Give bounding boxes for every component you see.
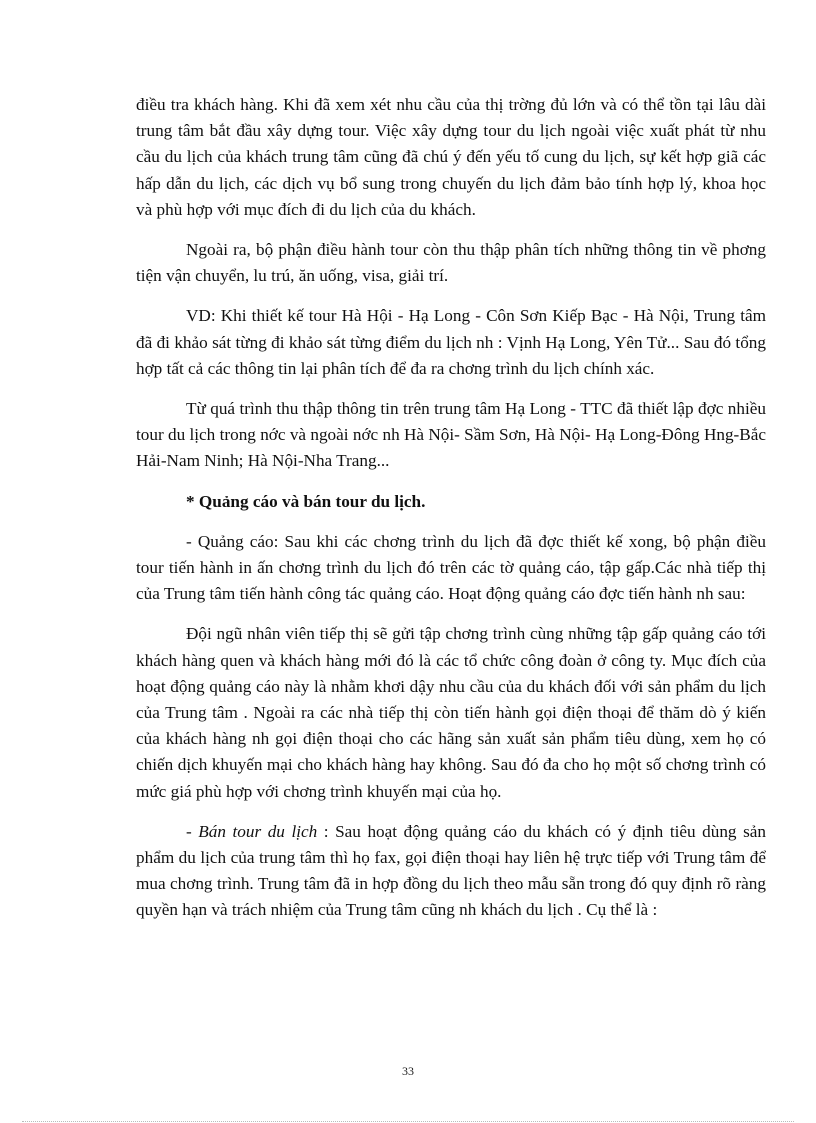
selling-tours-text: : Sau hoạt động quảng cáo du khách có ý định tiêu dùng sản phẩm du lịch của trung tâm thì họ fax, gọi điện thoại hay liên hệ trực tiếp với Trung tâm để mua chơng trình. Trung tâm đã in hợp đồng du lịch theo mẫu sẵn trong đó quy định rõ ràng quyền hạn và trách nhiệm của Trung tâm cũng nh khách du lịch . Cụ thể là : [136, 821, 766, 920]
document-page [136, 92, 766, 938]
paragraph-tour-info: Ngoài ra, bộ phận điều hành tour còn thu thập phân tích những thông tin về phơng tiện vận chuyển, lu trú, ăn uống, visa, giải trí. [136, 240, 766, 286]
paragraph-intro: điều tra khách hàng. Khi đã xem xét nhu cầu của thị trờng đủ lớn và có thể tồn tại lâu dài trung tâm bắt đầu xây dựng tour. Việc xây dựng tour du lịch ngoài việc xuất phát từ nhu cầu du lịch của khách trung tâm cũng đã chú ý đến yếu tố cung du lịch, sự kết hợp giã các hấp dẫn du lịch, các dịch vụ bổ sung trong chuyến du lịch đảm bảo tính hợp lý, khoa học và phù hợp với mục đích đi du lịch của du khách. [136, 95, 766, 219]
paragraph-selling-tours [136, 819, 766, 924]
paragraph-marketing-staff: Đội ngũ nhân viên tiếp thị sẽ gửi tập chơng trình cùng những tập gấp quảng cáo tới khách hàng quen và khách hàng mới đó là các tổ chức công đoàn ở công ty. Mục đích của hoạt động quảng cáo này là nhằm khơi dậy nhu cầu của du khách đối với sản phẩm du lịch của Trung tâm . Ngoài ra các nhà tiếp thị còn tiến hành gọi điện thoại để thăm dò ý kiến của khách hàng nh gọi điện thoại cho các hãng sản xuất sản phẩm tiêu dùng, xem họ có chiến dịch khuyến mại cho khách hàng hay không. Sau đó đa cho họ một số chơng trình có mức giá phù hợp với chơng trình khuyến mại của họ. [136, 624, 766, 801]
page-bottom-divider [22, 1121, 794, 1122]
paragraph-tours-established: Từ quá trình thu thập thông tin trên trung tâm Hạ Long - TTC đã thiết lập đợc nhiều tour du lịch trong nớc và ngoài nớc nh Hà Nội- Sầm Sơn, Hà Nội- Hạ Long-Đông Hng-Bắc Hải-Nam Ninh; Hà Nội-Nha Trang... [136, 399, 766, 471]
page-number: 33 [402, 1064, 414, 1078]
paragraph-advertising: - Quảng cáo: Sau khi các chơng trình du lịch đã đợc thiết kế xong, bộ phận điều tour tiến hành in ấn chơng trình du lịch đó trên các tờ quảng cáo, tập gấp.Các nhà tiếp thị của Trung tâm tiến hành công tác quảng cáo. Hoạt động quảng cáo đợc tiến hành nh sau: [136, 531, 766, 604]
selling-tours-label: - Bán tour du lịch [186, 821, 318, 841]
section-heading: * Quảng cáo và bán tour du lịch. [186, 491, 426, 511]
paragraph-example: VD: Khi thiết kế tour Hà Hội - Hạ Long - Côn Sơn Kiếp Bạc - Hà Nội, Trung tâm đã đi khảo sát từng đi khảo sát từng điểm du lịch nh : Vịnh Hạ Long, Yên Tử... Sau đó tổng hợp tất cả các thông tin lại phân tích để đa ra chơng trình du lịch chính xác. [136, 306, 766, 378]
